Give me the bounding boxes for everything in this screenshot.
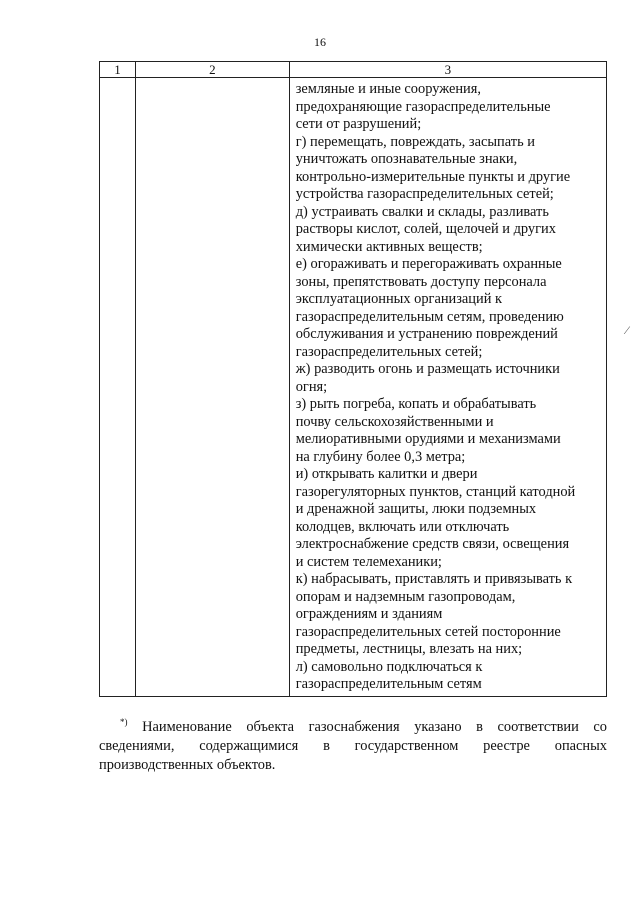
table-text-line: земляные и иные сооружения, [295, 81, 481, 97]
table-text-line: газораспределительных сетей; [295, 343, 483, 360]
requirements-table [99, 61, 607, 697]
table-text-line: газораспределительным сетям [295, 676, 482, 692]
table-row [100, 78, 607, 697]
table-text-line: газораспределительных сетей посторонние [295, 623, 561, 640]
margin-pen-mark: ⁄ [626, 323, 629, 337]
table-text-line: и) открывать калитки и двери [295, 466, 478, 482]
table-text-line: предметы, лестницы, влезать на них; [295, 641, 523, 657]
table-text-line: огня; [295, 378, 328, 395]
table-text-line: химически активных веществ; [295, 238, 483, 255]
table-text-line: д) устраивать свалки и склады, разливать [295, 203, 549, 220]
table-text-line: устройства газораспределительных сетей; [295, 186, 554, 202]
table-text-line: обслуживания и устранению повреждений [295, 326, 558, 342]
table-text-line: з) рыть погреба, копать и обрабатывать [295, 396, 537, 412]
table-text-line: и дренажной защиты, люки подземных [295, 501, 537, 517]
table-text-line: и систем телемеханики; [295, 553, 442, 570]
table-cell-2 [136, 78, 290, 697]
table-cell-1 [100, 78, 136, 697]
footnote-line-1-text: Наименование объекта газоснабжения указано в соответствии со [142, 719, 607, 735]
table-text-line: колодцев, включать или отключать [295, 518, 510, 535]
table-text-line: ж) разводить огонь и размещать источники [295, 361, 560, 377]
table-text-line: сети от разрушений; [295, 116, 422, 132]
table-text-line: контрольно-измерительные пункты и другие [295, 168, 571, 185]
table-text-line: газораспределительным сетям, проведению [295, 308, 564, 325]
footnote [99, 717, 607, 775]
table-text-line: г) перемещать, повреждать, засыпать и [295, 133, 535, 150]
column-header-1: 1 [100, 62, 136, 78]
table-text-line: ограждениям и зданиям [295, 606, 443, 622]
footnote-line-3: производственных объектов. [99, 757, 276, 773]
table-text-line: л) самовольно подключаться к [295, 658, 483, 675]
footnote-line-1 [120, 718, 607, 737]
table-text-line: зоны, препятствовать доступу персонала [295, 273, 547, 290]
table-text-line: на глубину более 0,3 метра; [295, 448, 466, 465]
footnote-marker: *) [120, 717, 128, 727]
table-text-line: эксплуатационных организаций к [295, 291, 502, 307]
footnote-line-2: сведениями, содержащимися в государственном реестре опасных [99, 738, 607, 754]
table-text-line: почву сельскохозяйственными и [295, 413, 494, 430]
table-text-line: мелиоративными орудиями и механизмами [295, 431, 561, 447]
table-text-line: растворы кислот, солей, щелочей и других [295, 221, 556, 237]
table-text-line: газорегуляторных пунктов, станций катодной [295, 483, 576, 500]
column-header-2: 2 [136, 62, 290, 78]
table-header-row [100, 62, 607, 78]
table-text-line: к) набрасывать, приставлять и привязывать к [295, 571, 573, 587]
page-number: 16 [314, 35, 326, 49]
table-text-line: электроснабжение средств связи, освещения [295, 536, 570, 552]
table-text-line: опорам и надземным газопроводам, [295, 588, 516, 605]
table-text-line: предохраняющие газораспределительные [295, 98, 551, 115]
column-header-3: 3 [289, 62, 606, 78]
table-cell-3 [289, 78, 606, 697]
table-text-line: уничтожать опознавательные знаки, [295, 151, 518, 167]
table-text-line: е) огораживать и перегораживать охранные [295, 256, 562, 272]
